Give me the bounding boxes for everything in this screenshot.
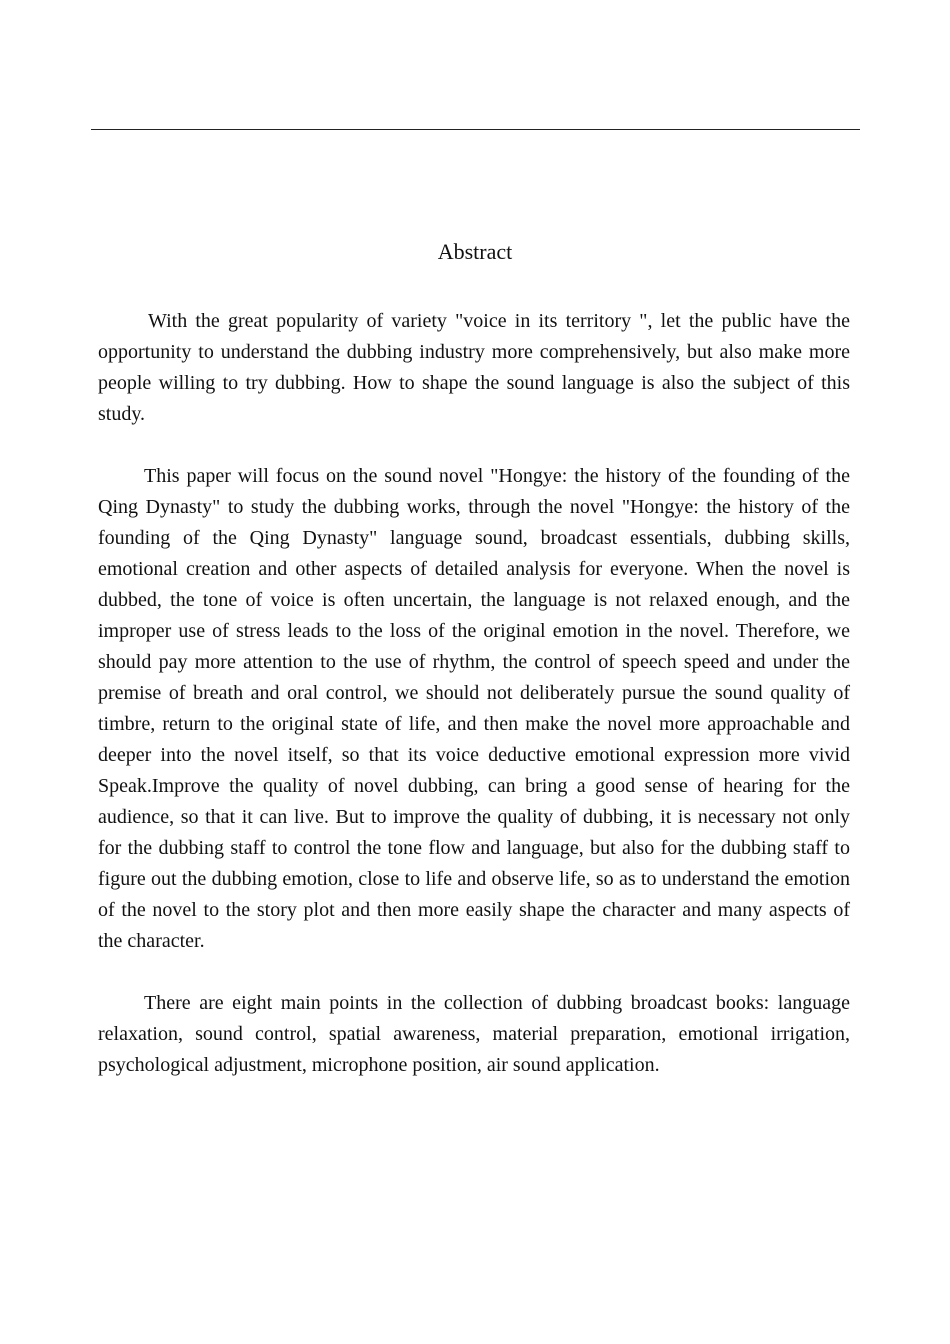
- abstract-body: [98, 306, 850, 1112]
- header-rule: [91, 129, 860, 130]
- page-title: Abstract: [437, 239, 513, 264]
- abstract-paragraph-1: With the great popularity of variety "voice in its territory ", let the public have the opportunity to understand the dubbing industry more comprehensively, but also make more people willing to try dubbing. How to shape the sound language is also the subject of this study.: [98, 310, 850, 425]
- abstract-paragraph-2: This paper will focus on the sound novel "Hongye: the history of the founding of the Qing Dynasty" to study the dubbing works, through the novel "Hongye: the history of the founding of the Qing Dynasty" language sound, broadcast essentials, dubbing skills, emotional creation and other aspects of detailed analysis for everyone. When the novel is dubbed, the tone of voice is often uncertain, the language is not relaxed enough, and the improper use of stress leads to the loss of the original emotion in the novel. Therefore, we should pay more attention to the use of rhythm, the control of speech speed and under the premise of breath and oral control, we should not deliberately pursue the sound quality of timbre, return to the original state of life, and then make the novel more approachable and deeper into the novel itself, so that its voice deductive emotional expression more vivid Speak.Improve the quality of novel dubbing, can bring a good sense of hearing for the audience, so that it can live. But to improve the quality of dubbing, it is necessary not only for the dubbing staff to control the tone flow and language, but also for the dubbing staff to figure out the dubbing emotion, close to life and observe life, so as to understand the emotion of the novel to the story plot and then more easily shape the character and many aspects of the character.: [98, 465, 850, 952]
- abstract-paragraph-3: There are eight main points in the collection of dubbing broadcast books: language relaxation, sound control, spatial awareness, material preparation, emotional irrigation, psychological adjustment, microphone position, air sound application.: [98, 992, 850, 1076]
